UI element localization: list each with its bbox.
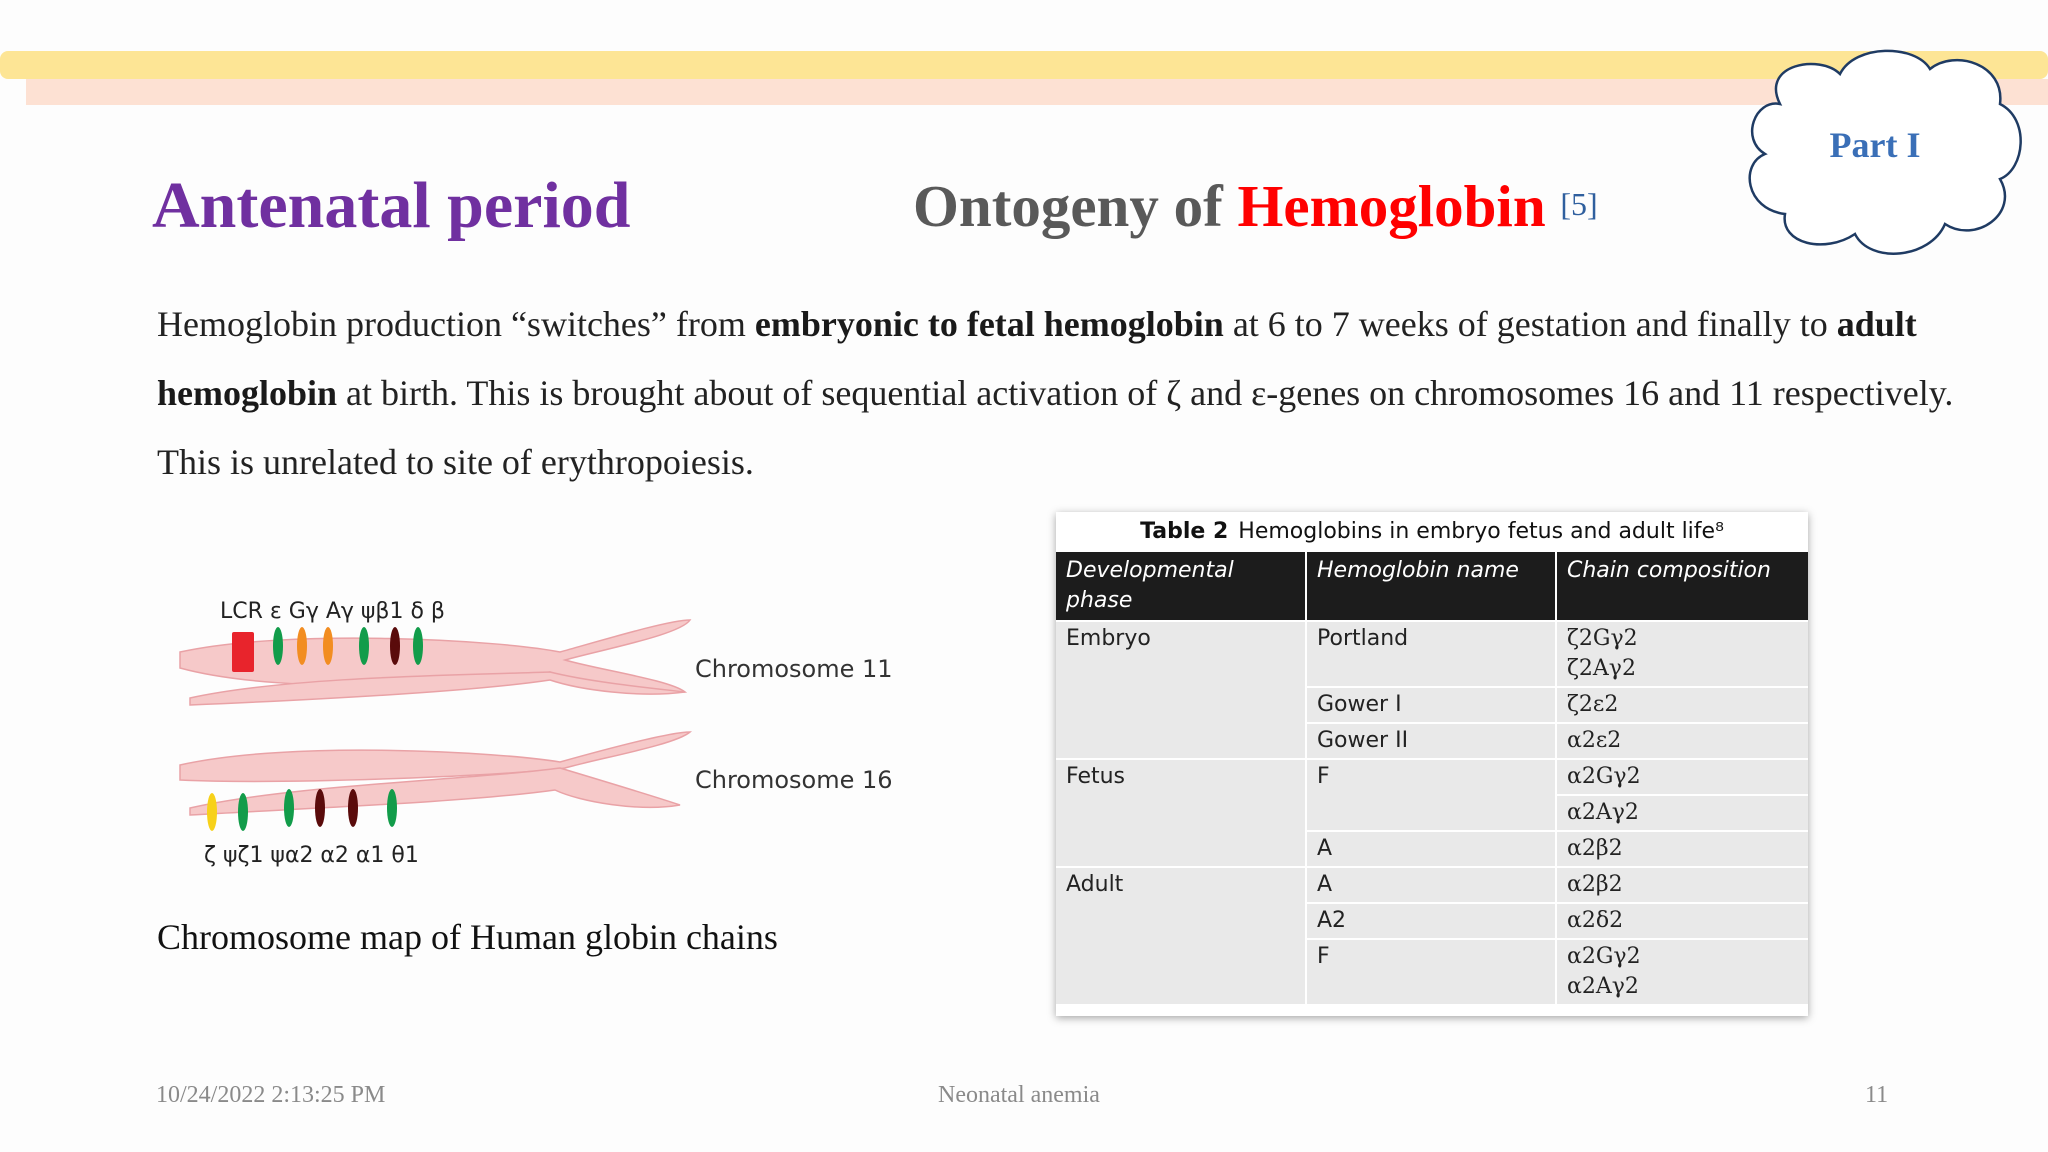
reference-marker: [5] [1560, 186, 1598, 222]
cell-name: Gower I [1306, 687, 1556, 723]
epsilon-gene-marker [273, 627, 283, 665]
cell-phase [1056, 795, 1306, 831]
table-header-row [1056, 552, 1808, 621]
hemoglobin-table [1056, 512, 1808, 1016]
para-text-2: at 6 to 7 weeks of gestation and finally to [1223, 304, 1837, 344]
table-row [1056, 687, 1808, 723]
chain-line: α2Gγ2 [1567, 944, 1641, 969]
cell-phase: Embryo [1056, 621, 1306, 687]
table-row [1056, 867, 1808, 903]
delta-gene-marker [390, 627, 400, 665]
subtitle-prefix: Ontogeny of [913, 173, 1238, 239]
cell-name: Portland [1306, 621, 1556, 687]
chain-line: α2Aγ2 [1567, 974, 1639, 999]
cell-chain: α2ε2 [1556, 723, 1808, 759]
cell-chain: α2Gγ2 [1556, 759, 1808, 795]
header-phase: Developmental phase [1056, 552, 1306, 621]
alpha1-gene-marker [348, 789, 358, 827]
footer-date: 10/24/2022 2:13:25 PM [156, 1082, 386, 1108]
cell-name: F [1306, 759, 1556, 795]
table-row [1056, 723, 1808, 759]
subtitle-highlight: Hemoglobin [1237, 173, 1546, 239]
chromosome-16-arm-top [180, 732, 690, 781]
cell-chain [1556, 621, 1808, 687]
table-caption-number: Table 2 [1140, 519, 1229, 544]
cell-phase [1056, 903, 1306, 939]
alpha2-gene-marker [315, 789, 325, 827]
cell-name [1306, 795, 1556, 831]
header-name: Hemoglobin name [1306, 552, 1556, 621]
hemoglobin-data-table [1056, 552, 1808, 1004]
psi-beta1-gene-marker [359, 627, 369, 665]
para-bold-2: adult hemoglobin [157, 304, 1917, 413]
table-row [1056, 831, 1808, 867]
table-row [1056, 621, 1808, 687]
cell-phase: Adult [1056, 867, 1306, 903]
para-bold-1: embryonic to fetal hemoglobin [754, 304, 1224, 344]
chromosome-map-figure [170, 580, 893, 880]
slide-title: Antenatal period [152, 169, 631, 242]
slide-number: 11 [1865, 1082, 1889, 1108]
table-row [1056, 939, 1808, 1004]
part-badge-label: Part I [1829, 125, 1921, 165]
cell-chain: α2β2 [1556, 831, 1808, 867]
cell-name: F [1306, 939, 1556, 1004]
cell-chain [1556, 939, 1808, 1004]
top-gene-labels: LCR ε Gγ Aγ ψβ1 δ β [220, 599, 445, 624]
chromosome-16-label: Chromosome 16 [695, 766, 893, 794]
cell-chain: α2β2 [1556, 867, 1808, 903]
cell-chain: ζ2ε2 [1556, 687, 1808, 723]
psi-alpha2-gene-marker [284, 789, 294, 827]
body-paragraph [157, 290, 2007, 497]
psi-zeta1-gene-marker [238, 793, 248, 831]
zeta-gene-marker [207, 793, 217, 831]
cell-name: A [1306, 831, 1556, 867]
cell-phase [1056, 831, 1306, 867]
cell-phase [1056, 687, 1306, 723]
beta-gene-marker [413, 627, 423, 665]
table-row [1056, 795, 1808, 831]
table-caption [1056, 512, 1808, 552]
a-gamma-gene-marker [323, 627, 333, 665]
para-text-3: at birth. This is brought about of sequential activation of ζ and ε-genes on chromosomes 16 and 11 respectively. This is unrelated to site of erythropoiesis. [157, 373, 1954, 482]
cell-chain: α2δ2 [1556, 903, 1808, 939]
chain-line: ζ2Aγ2 [1567, 656, 1636, 681]
figure-caption: Chromosome map of Human globin chains [157, 917, 778, 957]
cell-phase: Fetus [1056, 759, 1306, 795]
cell-name: A2 [1306, 903, 1556, 939]
chain-line: ζ2Gγ2 [1567, 626, 1638, 651]
g-gamma-gene-marker [297, 627, 307, 665]
chromosome-11-label: Chromosome 11 [695, 655, 893, 683]
table-caption-text: Hemoglobins in embryo fetus and adult life⁸ [1238, 519, 1724, 544]
para-text-1: Hemoglobin production “switches” from [157, 304, 755, 344]
theta1-gene-marker [387, 789, 397, 827]
header-chain: Chain composition [1556, 552, 1808, 621]
slide-subtitle [913, 172, 1598, 241]
cell-name: Gower II [1306, 723, 1556, 759]
table-row [1056, 759, 1808, 795]
footer-title: Neonatal anemia [938, 1082, 1100, 1108]
cell-chain: α2Aγ2 [1556, 795, 1808, 831]
cell-name: A [1306, 867, 1556, 903]
table-row [1056, 903, 1808, 939]
lcr-marker [232, 632, 254, 672]
bottom-gene-labels: ζ ψζ1 ψα2 α2 α1 θ1 [204, 843, 419, 868]
cell-phase [1056, 939, 1306, 1004]
cell-phase [1056, 723, 1306, 759]
